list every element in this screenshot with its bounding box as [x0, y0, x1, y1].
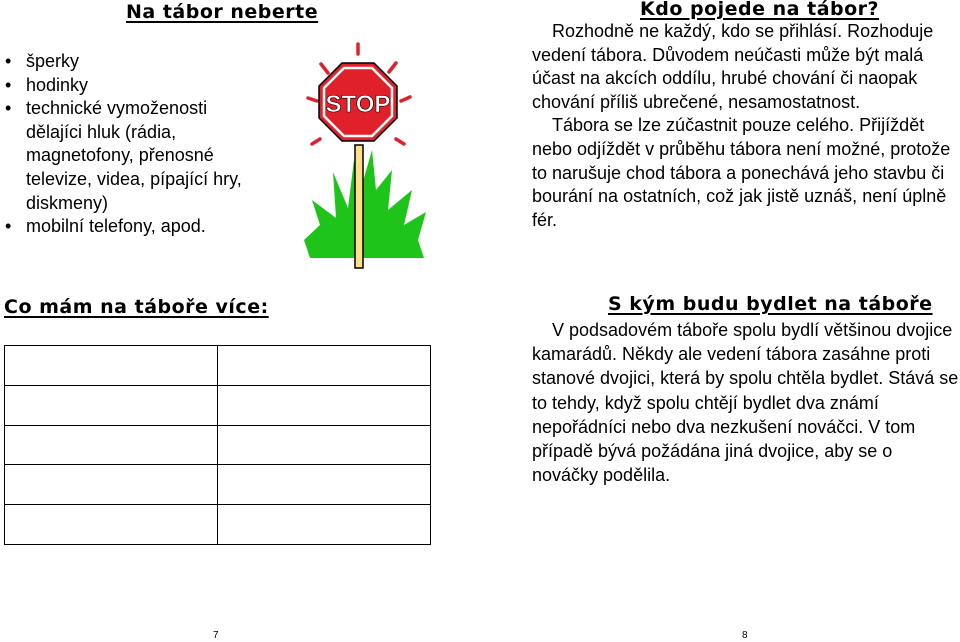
heading-roommates: S kým budu bydlet na táboře — [608, 293, 933, 315]
table-row — [5, 505, 431, 545]
paragraph: Rozhodně ne každý, kdo se přihlásí. Rozhoduje vedení tábora. Důvodem neúčasti může být malá účast na akcích oddílu, hrubé chování či naopak chování příliš ubrečené, nesamostatnost. — [532, 21, 934, 112]
table-cell — [5, 465, 218, 505]
table-cell — [5, 385, 218, 425]
list-item: • šperky — [0, 50, 250, 74]
do-not-bring-list — [0, 50, 250, 239]
page-number-left: 7 — [213, 630, 219, 641]
table-cell — [5, 425, 218, 465]
table-cell — [218, 425, 431, 465]
heading-do-not-bring: Na tábor neberte — [126, 1, 319, 23]
list-item: • mobilní telefony, apod. — [0, 215, 250, 239]
table-row — [5, 425, 431, 465]
list-item: • hodinky — [0, 74, 250, 98]
stop-sign-text: STOP — [325, 91, 391, 118]
table-cell — [218, 346, 431, 386]
paragraph: V podsadovém táboře spolu bydlí většinou dvojice kamarádů. Někdy ale vedení tábora zasáhne proti stanové dvojici, která by spolu chtěla bydlet. Stává se to tehdy, když spolu chtějí bydlet dva známí nepořádníci nebo dva nezkušení nováčci. V tom případě bývá požádána jiná dvojice, aby se o nováčky podělila. — [532, 320, 959, 486]
paragraph: Tábora se lze zúčastnit pouze celého. Přijíždět nebo odjíždět v průběhu tábora není možné, protože to narušuje chod tábora a ponechává jeho stavbu či bourání na ostatních, což jak jistě uznáš, není úplně fér. — [532, 115, 951, 230]
stop-sign-illustration — [300, 40, 430, 275]
table-row — [5, 465, 431, 505]
who-goes-text — [532, 20, 960, 232]
list-item: • technické vymoženosti dělajíci hluk (rádia, magnetofony, přenosné televize, videa, pípající hry, diskmeny) — [0, 97, 250, 215]
sign-post — [355, 145, 363, 268]
heading-who-goes-to-camp: Kdo pojede na tábor? — [640, 0, 880, 20]
page-number-right: 8 — [742, 630, 748, 641]
table-row — [5, 346, 431, 386]
table-cell — [218, 465, 431, 505]
grass-icon — [304, 150, 426, 258]
table-row — [5, 385, 431, 425]
extra-items-table — [4, 345, 431, 545]
table-cell — [5, 505, 218, 545]
table-cell — [218, 505, 431, 545]
table-cell — [218, 385, 431, 425]
roommates-text — [532, 318, 960, 487]
table-cell — [5, 346, 218, 386]
heading-what-i-have-extra: Co mám na táboře více: — [4, 296, 269, 318]
